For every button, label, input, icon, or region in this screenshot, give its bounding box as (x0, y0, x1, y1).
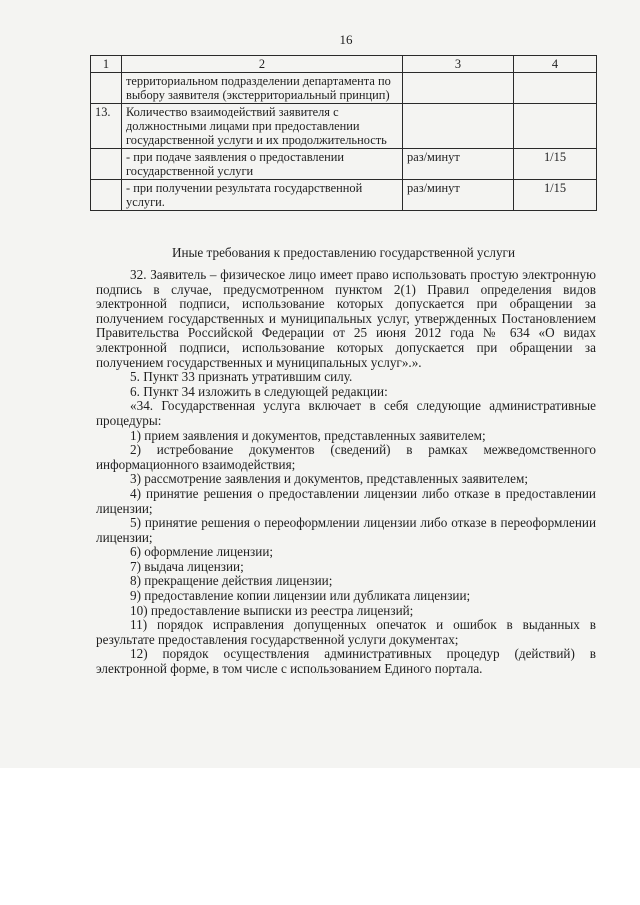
paragraph: 5. Пункт 33 признать утратившим силу. (130, 369, 353, 385)
row-number-cell (91, 149, 122, 180)
table-header-cell: 3 (403, 56, 514, 73)
section-title: Иные требования к предоставлению государственной услуги (171, 245, 516, 260)
list-item: 11) порядок исправления допущенных опечаток и ошибок в выданных в результате предоставления государственной услуги документах; (96, 617, 596, 647)
row-value-cell: 1/15 (514, 180, 597, 211)
table-header-cell: 2 (122, 56, 403, 73)
row-number-cell (91, 73, 122, 104)
row-description-cell: Количество взаимодействий заявителя с должностными лицами при предоставлении государственной услуги и их продолжительность (122, 104, 403, 149)
row-unit-cell: раз/минут (403, 180, 514, 211)
table-header-row (91, 56, 597, 73)
row-value-cell: 1/15 (514, 149, 597, 180)
list-item: 1) прием заявления и документов, представленных заявителем; (130, 427, 486, 443)
table-row (91, 149, 597, 180)
row-unit-cell: раз/минут (403, 149, 514, 180)
list-item: 4) принятие решения о предоставлении лицензии либо отказе в предоставлении лицензии; (96, 485, 596, 516)
table-row (91, 104, 597, 149)
table-header-cell: 1 (91, 56, 122, 73)
row-description-cell: территориальном подразделении департамента по выбору заявителя (экстерриториальный принцип) (122, 73, 403, 104)
row-number-cell: 13. (91, 104, 122, 149)
row-description-cell: - при подаче заявления о предоставлении государственной услуги (122, 149, 403, 180)
list-item: 12) порядок осуществления административных процедур (действий) в электронной форме, в том числе с использованием Единого портала. (96, 646, 596, 677)
table-header-cell: 4 (514, 56, 597, 73)
list-item: 9) предоставление копии лицензии или дубликата лицензии; (130, 588, 471, 604)
row-unit-cell (403, 73, 514, 104)
row-unit-cell (403, 104, 514, 149)
paragraph: 6. Пункт 34 изложить в следующей редакции: (130, 383, 388, 399)
row-description-cell: - при получении результата государственной услуги. (122, 180, 403, 211)
table-row (91, 73, 597, 104)
row-number-cell (91, 180, 122, 211)
paragraph-34: «34. Государственная услуга включает в себя следующие административные процедуры: (96, 398, 596, 428)
list-item: 6) оформление лицензии; (130, 544, 274, 560)
list-item: 3) рассмотрение заявления и документов, представленных заявителем; (130, 471, 528, 487)
table-row (91, 180, 597, 211)
document-body (96, 268, 596, 677)
list-item: 2) истребование документов (сведений) в рамках межведомственного информационного взаимодействия; (96, 442, 596, 472)
paragraph-32: 32. Заявитель – физическое лицо имеет право использовать простую электронную подпись в случае, предусмотренном пунктом 2(1) Правил определения видов электронной подписи, использование которых допускается при обращении за получением государственных и муниципальных услуг, утвержденных Постановлением Правительства Российской Федерации от 25 июня 2012 года № 634 «О видах электронной подписи, использование которых допускается при обращении за получением государственных и муниципальных услуг».». (96, 267, 596, 370)
row-value-cell (514, 104, 597, 149)
list-item: 10) предоставление выписки из реестра лицензий; (130, 602, 414, 618)
page-number: 16 (339, 32, 353, 47)
list-item: 8) прекращение действия лицензии; (130, 573, 333, 589)
list-item: 7) выдача лицензии; (130, 558, 244, 574)
row-value-cell (514, 73, 597, 104)
list-item: 5) принятие решения о переоформлении лицензии либо отказе в переоформлении лицензии; (96, 515, 596, 545)
requirements-table (90, 55, 597, 211)
